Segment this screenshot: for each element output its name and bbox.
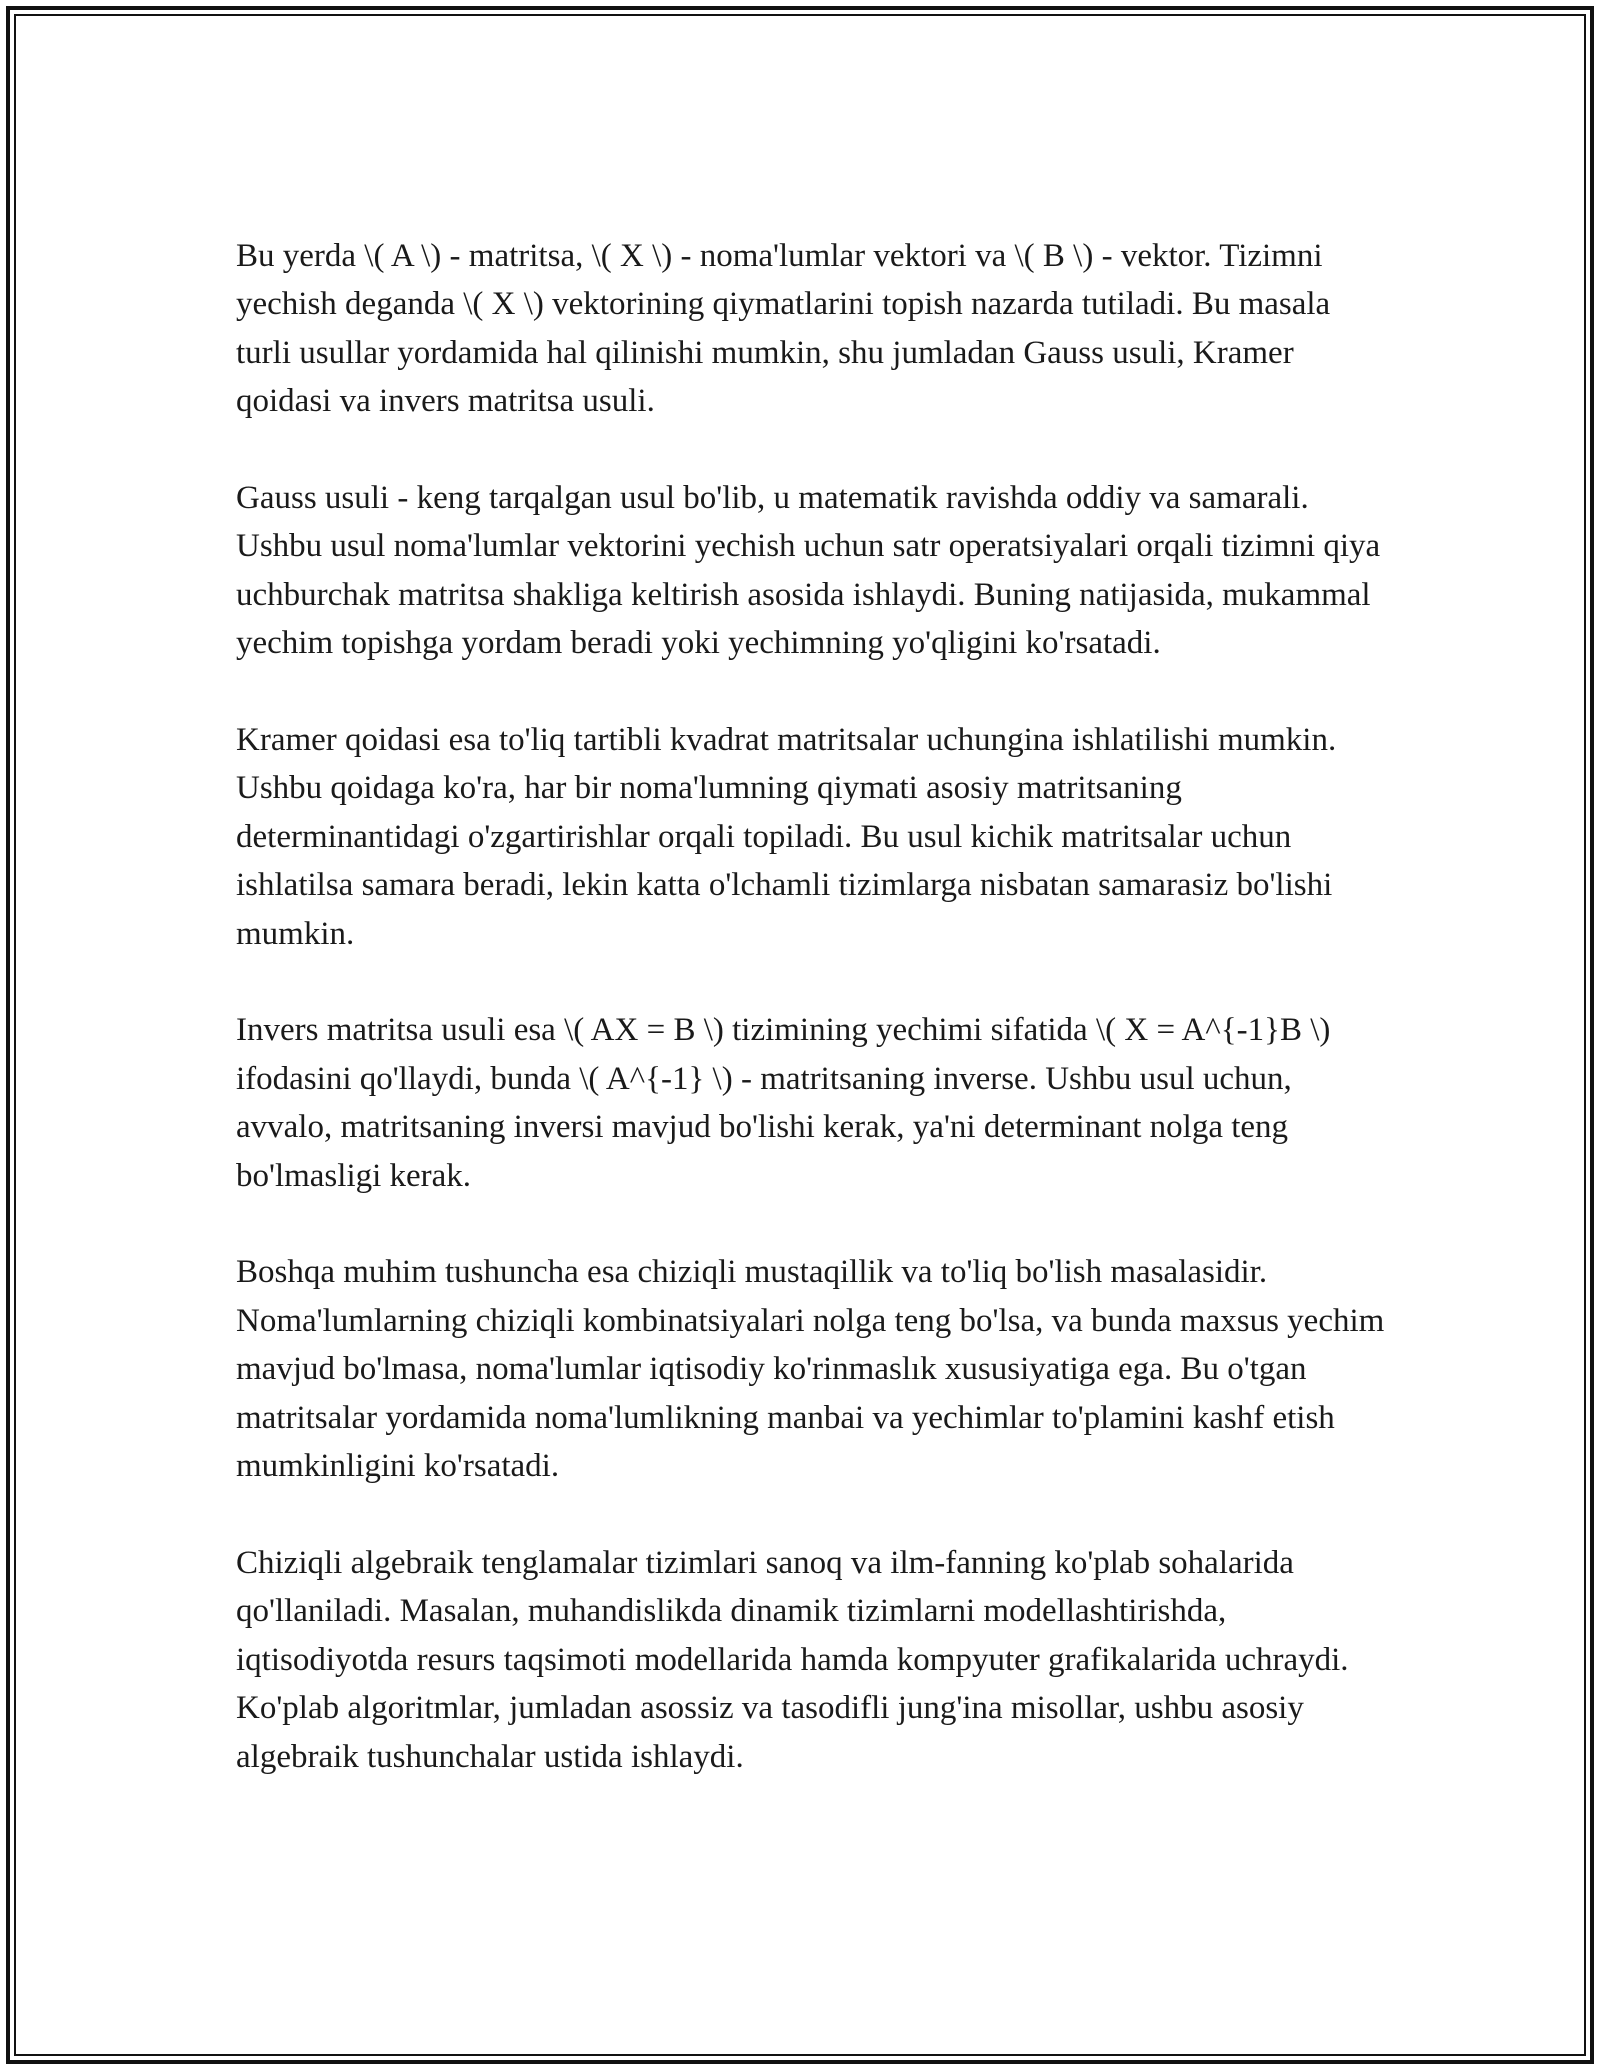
paragraph-matrix-system: Bu yerda \( A \) - matritsa, \( X \) - noma'lumlar vektori va \( B \) - vektor. Tizimni yechish deganda \( X \) vektorining qiymatlarini topish nazarda tutiladi. Bu masala turli usullar yordamida hal qilinishi mumkin, shu jumladan Gauss usuli, Kramer qoidasi va invers matritsa usuli. — [236, 238, 1331, 420]
paragraph-applications: Chiziqli algebraik tenglamalar tizimlari sanoq va ilm-fanning ko'plab sohalarida qo'llaniladi. Masalan, muhandislikda dinamik tizimlarni modellashtirishda, iqtisodiyotda resurs taqsimoti modellarida hamda kompyuter grafikalarida uchraydi. Ko'plab algoritmlar, jumladan asossiz va tasodifli jung'ina misollar, ushbu asosiy algebraik tushunchalar ustida ishlaydi. — [236, 1544, 1349, 1775]
paragraph-inverse-matrix: Invers matritsa usuli esa \( AX = B \) tizimining yechimi sifatida \( X = A^{-1}B \) ifodasini qo'llaydi, bunda \( A^{-1} \) - matritsaning inverse. Ushbu usul uchun, avvalo, matritsaning inversi mavjud bo'lishi kerak, ya'ni determinant nolga teng bo'lmasligi kerak. — [236, 1012, 1331, 1194]
paragraph-linear-independence: Boshqa muhim tushuncha esa chiziqli mustaqillik va to'liq bo'lish masalasidir. Noma'lumlarning chiziqli kombinatsiyalari nolga teng bo'lsa, va bunda maxsus yechim mavjud bo'lmasa, noma'lumlar iqtisodiy ko'rinmaslık xususiyatiga ega. Bu o'tgan matritsalar yordamida noma'lumlikning manbai va yechimlar to'plamini kashf etish mumkinligini ko'rsatadi. — [236, 1254, 1385, 1485]
paragraph-cramer-rule: Kramer qoidasi esa to'liq tartibli kvadrat matritsalar uchungina ishlatilishi mumkin. Ushbu qoidaga ko'ra, har bir noma'lumning qiymati asosiy matritsaning determinantidagi o'zgartirishlar orqali topiladi. Bu usul kichik matritsalar uchun ishlatilsa samara beradi, lekin katta o'lchamli tizimlarga nisbatan samarasiz bo'lishi mumkin. — [236, 722, 1337, 952]
document-body — [236, 232, 1386, 1781]
paragraph-gauss-method: Gauss usuli - keng tarqalgan usul bo'lib, u matematik ravishda oddiy va samarali. Ushbu usul noma'lumlar vektorini yechish uchun satr operatsiyalari orqali tizimni qiya uchburchak matritsa shakliga keltirish asosida ishlaydi. Buning natijasida, mukammal yechim topishga yordam beradi yoki yechimning yo'qligini ko'rsatadi. — [236, 480, 1381, 662]
